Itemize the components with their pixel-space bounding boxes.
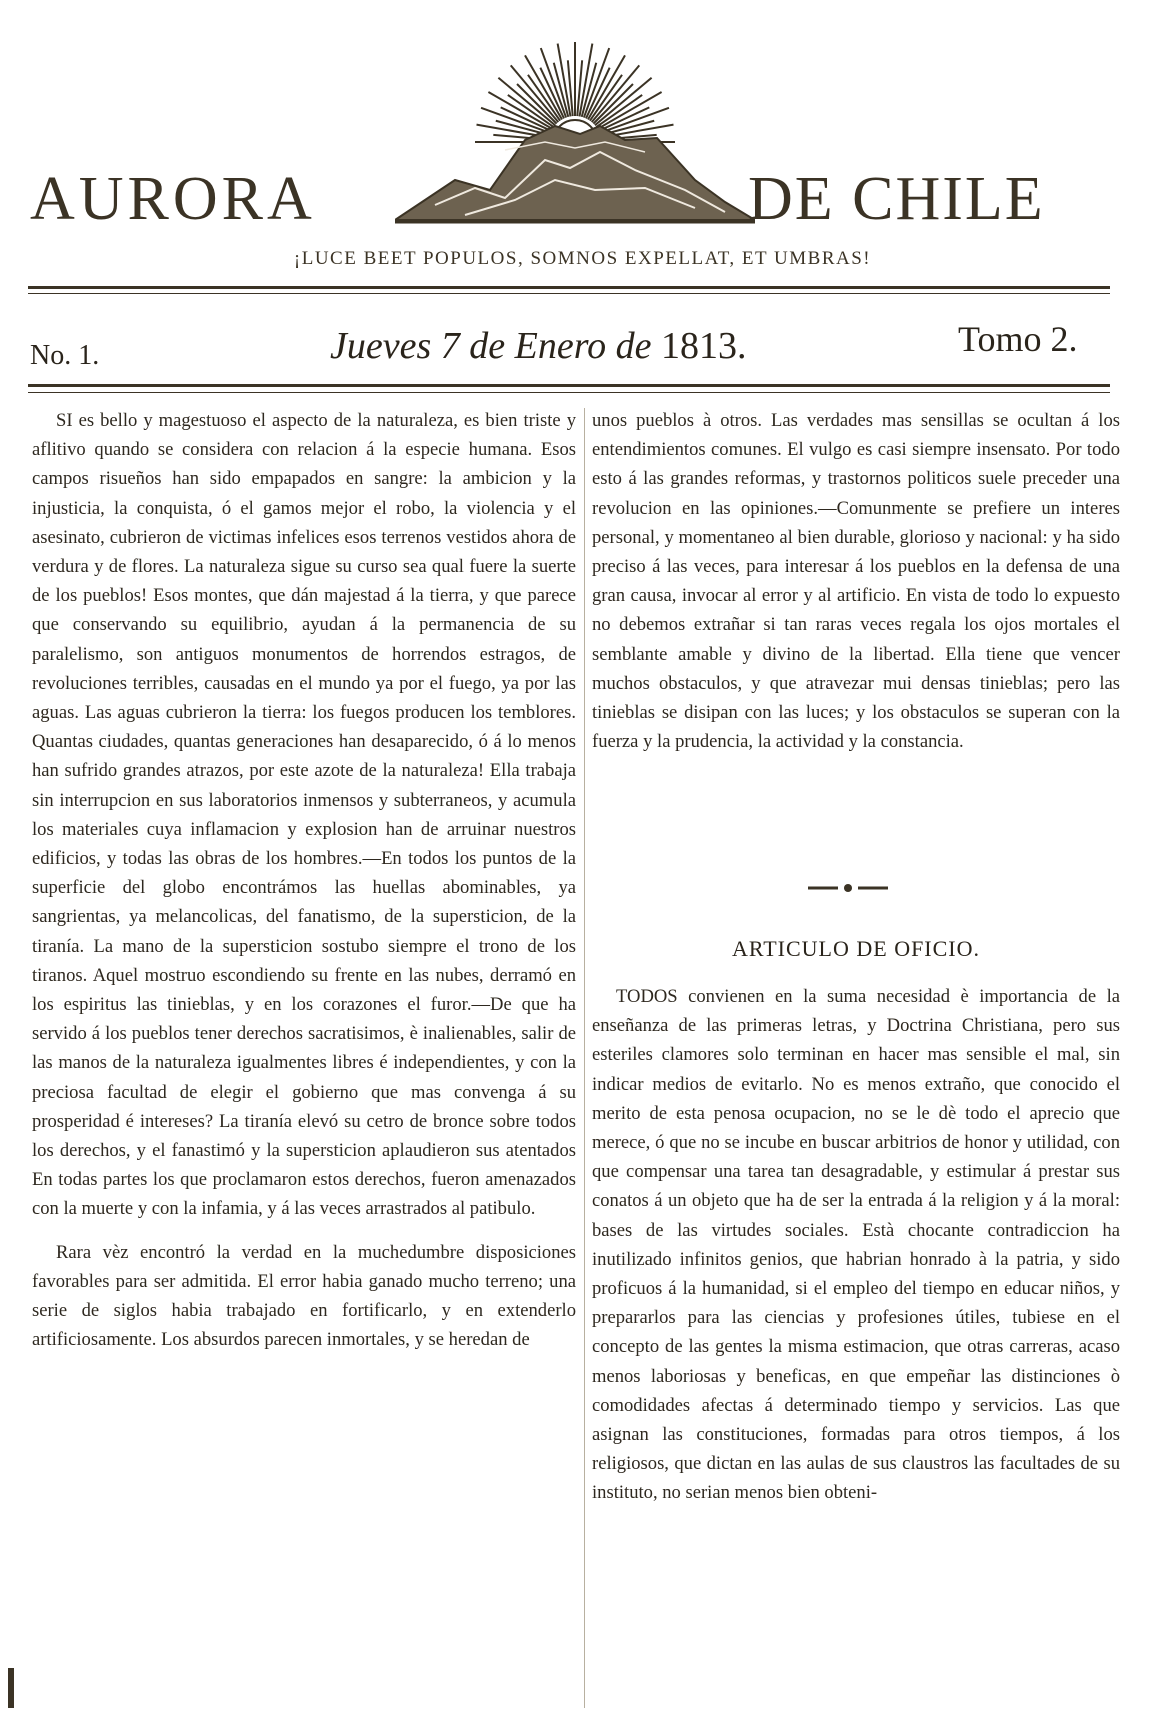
article-paragraph: SI es bello y magestuoso el aspecto de la naturaleza, es bien triste y aflitivo quando se considera con relacion á la especie humana. Esos campos risueños han sido empapados en sangre: la ambicion y la injusticia, la conquista, ó el gamos mejor el robo, la violencia y el asesinato, cubrieron de victimas infelices esos terrenos vestidos ahora de verdura y de flores. La naturaleza sigue su curso sea qual fuere la suerte de los pueblos! Esos montes, que dán majestad á la tierra, y que parece que conservando su equilibrio, ayudan á la permanencia de su paralelismo, son antiguos monumentos de horrendos estragos, de revoluciones terribles, causadas en el mundo ya por el fuego, ya por las aguas. Las aguas cubrieron la tierra: los fuegos producen los temblores. Quantas ciudades, quantas generaciones han desaparecido, ó á lo menos han sufrido grandes atrazos, por este azote de la naturaleza! Ella trabaja sin interrupcion en sus laboratorios inmensos y subterraneos, y acumula los materiales cuya inflamacion y explosion han de arruinar nuestros edificios, y todas las obras de los hombres.—En todos los puntos de la superficie del globo encontrámos las huellas abominables, ya sangrientas, ya melancolicas, del fanatismo, de la supersticion, de la tiranía. La mano de la supersticion sostubo siempre el trono de los tiranos. Aquel mostruo escondiendo su frente en las nubes, derramó en los espiritus las tinieblas, y en los corazones el furor.—De que ha servido á los pueblos tener derechos sacratisimos, è inalienables, salir de las manos de la naturaleza igualmentes libres é independientes, y con la preciosa facultad de elegir el gobierno que mas convenga á su prosperidad é intereses? La tiranía elevó su cetro de bronce sobre todos los derechos, y el fanastimó y la supersticion aplaudieron sus atentados En todas partes los que proclamaron estos derechos, fueron amenazados con la muerte y con la infamia, y á las veces arrastrados al patibulo. — [32, 410, 576, 1220]
issue-tomo: Tomo 2. — [958, 319, 1078, 359]
header-rule-bottom — [28, 384, 1110, 387]
column-divider — [584, 408, 585, 1708]
oficio-column — [592, 982, 1120, 1508]
margin-mark — [8, 1668, 14, 1708]
section-ornament-icon — [808, 882, 888, 894]
sun-ray — [558, 44, 571, 117]
issue-number: No. 1. — [30, 340, 100, 371]
issue-date-text: Jueves 7 de Enero de — [330, 325, 661, 367]
issue-year: 1813. — [660, 325, 747, 367]
masthead-motto: ¡LUCE BEET POPULOS, SOMNOS EXPELLAT, ET UMBRAS! — [293, 248, 872, 269]
issue-date — [330, 324, 746, 368]
sun-ray — [580, 44, 593, 117]
masthead-title-left: AURORA — [30, 165, 316, 233]
header-rule-bottom-thin — [28, 392, 1110, 393]
masthead-title-right: DE CHILE — [748, 165, 1045, 233]
oficio-paragraph: TODOS convienen en la suma necesidad è importancia de la enseñanza de las primeras letras, y Doctrina Christiana, pero sus esteriles clamores solo terminan en hacer mas sensible el mal, sin indicar medios de evitarlo. No es menos extraño, que conocido el merito de esta penosa ocupacion, no se le dè todo el aprecio que merece, ó que no se incube en buscar arbitrios de honor y utilidad, con que compensar una tarea tan desagradable, y estimular á prestar sus conatos á un objeto que ha de ser la entrada á la religion y á la moral: bases de las virtudes sociales. Està chocante contradiccion ha inutilizado infinitos genios, que habrian honrado à la patria, y sido proficuos á la humanidad, si el empleo del tiempo en educar niños, y prepararlos para las ciencias y profesiones útiles, tubiese en el concepto de las gentes la misma estimacion, que otras carreras, acaso menos laboriosas y beneficas, en que empeñar las distinciones ò comodidades afectas á determinado tiempo y servicios. Las que asignan las constituciones, formadas para otros tiempos, á los religiosos, que dictan en las aulas de sus claustros las facultades de su instituto, no serian menos bien obteni- — [592, 986, 1120, 1504]
masthead-rule-top-thin — [28, 293, 1110, 294]
masthead-rule-top — [28, 286, 1110, 289]
article-column-left — [32, 406, 576, 1355]
article-paragraph-continued: unos pueblos à otros. Las verdades mas sensillas se ocultan á los entendimientos comunes. El vulgo es casi siempre insensato. Por todo esto á las grandes reformas, y trastornos politicos suele preceder una revolucion en las opiniones.—Comunmente se prefiere un interes personal, y momentaneo al bien durable, glorioso y nacional: y ha sido preciso á las veces, para interesar á los pueblos en la defensa de una gran causa, invocar al error y al artificio. En vista de todo lo expuesto no debemos extrañar si tan raras veces regala los ojos mortales el semblante amable y divino de la libertad. Ella tiene que vencer muchos obstaculos, y que atravezar mui densas tinieblas; pero las tinieblas se disipan con las luces; y los obstaculos se superan con la fuerza y la prudencia, la actividad y la constancia. — [592, 410, 1120, 753]
section-title: ARTICULO DE OFICIO. — [731, 936, 981, 961]
rising-sun-over-mountains-icon — [395, 30, 755, 235]
article-paragraph: Rara vèz encontró la verdad en la muchedumbre disposiciones favorables para ser admitida. El error habia ganado mucho terreno; una serie de siglos habia trabajado en fortificarlo, y en extenderlo artificiosamente. Los absurdos parecen inmortales, y se heredan de — [32, 1241, 576, 1351]
article-column-right — [592, 406, 1120, 756]
